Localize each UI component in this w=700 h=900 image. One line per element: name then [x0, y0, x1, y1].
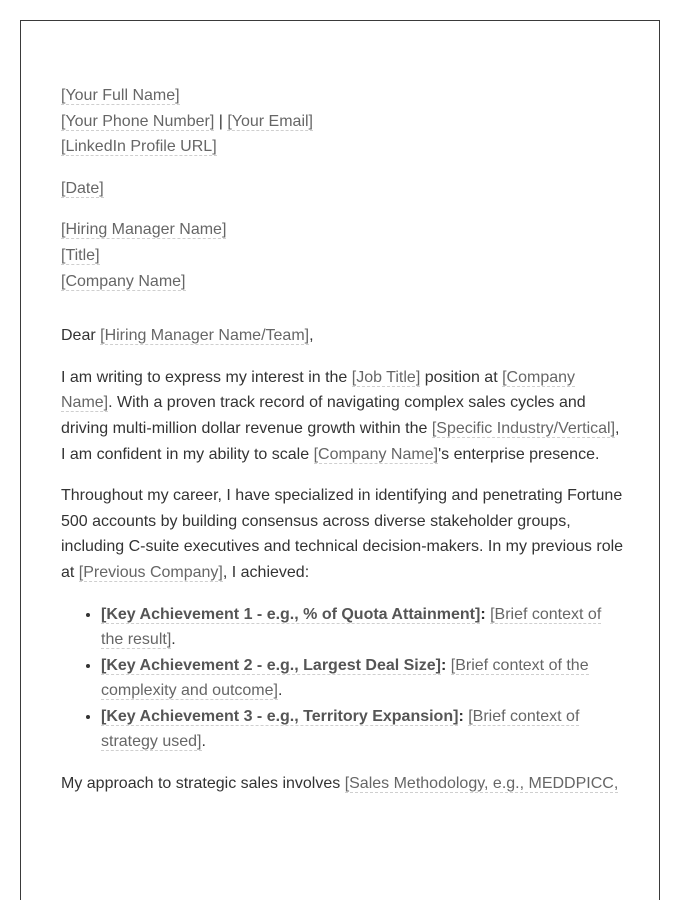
letter-date[interactable]: [Date]	[61, 179, 104, 197]
list-item	[101, 704, 626, 755]
recipient-company[interactable]: [Company Name]	[61, 272, 186, 290]
paragraph-text: Throughout my career, I have specialized in identifying and penetrating Fortune 500 accounts by building consensus across diverse stakeholder groups, including C-suite executives and technical decision-makers. In my previous role at	[61, 487, 624, 581]
paragraph-text: position at	[420, 368, 503, 386]
achievement-label[interactable]: [Key Achievement 1 - e.g., % of Quota Attainment]	[101, 605, 481, 623]
letter-content	[61, 83, 626, 797]
list-item	[101, 653, 626, 704]
paragraph-text: I am writing to express my interest in the	[61, 368, 352, 386]
company-name-placeholder-2[interactable]: [Company Name]	[313, 445, 439, 463]
achievement-label[interactable]: [Key Achievement 2 - e.g., Largest Deal Size]	[101, 656, 441, 674]
industry-placeholder[interactable]: [Specific Industry/Vertical]	[431, 419, 616, 437]
achievement-end: .	[277, 682, 283, 700]
achievement-label[interactable]: [Key Achievement 3 - e.g., Territory Expansion]	[101, 707, 459, 725]
recipient-title[interactable]: [Title]	[61, 246, 100, 264]
achievement-context[interactable]: [Brief context of the result]	[101, 605, 602, 649]
sender-block	[61, 83, 626, 160]
sender-linkedin[interactable]: [LinkedIn Profile URL]	[61, 138, 217, 156]
sales-methodology-placeholder[interactable]: [Sales Methodology, e.g., MEDDPICC,	[344, 775, 619, 793]
paragraph-approach	[61, 771, 626, 797]
contact-separator: |	[214, 112, 228, 130]
paragraph-text: , I achieved:	[222, 563, 310, 581]
achievements-list	[61, 602, 626, 756]
achievement-colon: :	[440, 656, 451, 674]
letter-page	[20, 20, 660, 900]
paragraph-text: 's enterprise presence.	[438, 445, 600, 463]
job-title-placeholder[interactable]: [Job Title]	[351, 368, 421, 386]
paragraph-text: . With a proven track record of navigating complex sales cycles and driving multi-million dollar revenue growth within the	[61, 394, 586, 437]
paragraph-text: My approach to strategic sales involves	[61, 775, 345, 793]
sender-email[interactable]: [Your Email]	[227, 112, 313, 130]
previous-company-placeholder[interactable]: [Previous Company]	[78, 563, 223, 581]
company-name-placeholder[interactable]: [Company Name]	[61, 368, 576, 412]
paragraph-experience	[61, 483, 626, 585]
salutation-name[interactable]: [Hiring Manager Name/Team]	[100, 327, 310, 345]
sender-phone[interactable]: [Your Phone Number]	[61, 112, 215, 130]
achievement-context[interactable]: [Brief context of strategy used]	[101, 707, 580, 751]
date-block	[61, 176, 626, 202]
salutation-suffix: ,	[309, 327, 314, 345]
list-item	[101, 602, 626, 653]
sender-full-name[interactable]: [Your Full Name]	[61, 87, 180, 104]
achievement-end: .	[201, 733, 206, 751]
recipient-hiring-manager[interactable]: [Hiring Manager Name]	[61, 221, 227, 239]
achievement-colon: :	[480, 605, 491, 623]
recipient-block	[61, 217, 626, 294]
paragraph-text: , I am confident in my ability to scale	[61, 419, 620, 463]
salutation	[61, 323, 626, 349]
salutation-prefix: Dear	[61, 327, 101, 345]
achievement-end: .	[171, 631, 176, 649]
achievement-context[interactable]: [Brief context of the complexity and outcome]	[101, 656, 589, 700]
paragraph-intro	[61, 365, 626, 467]
achievement-colon: :	[458, 707, 469, 725]
